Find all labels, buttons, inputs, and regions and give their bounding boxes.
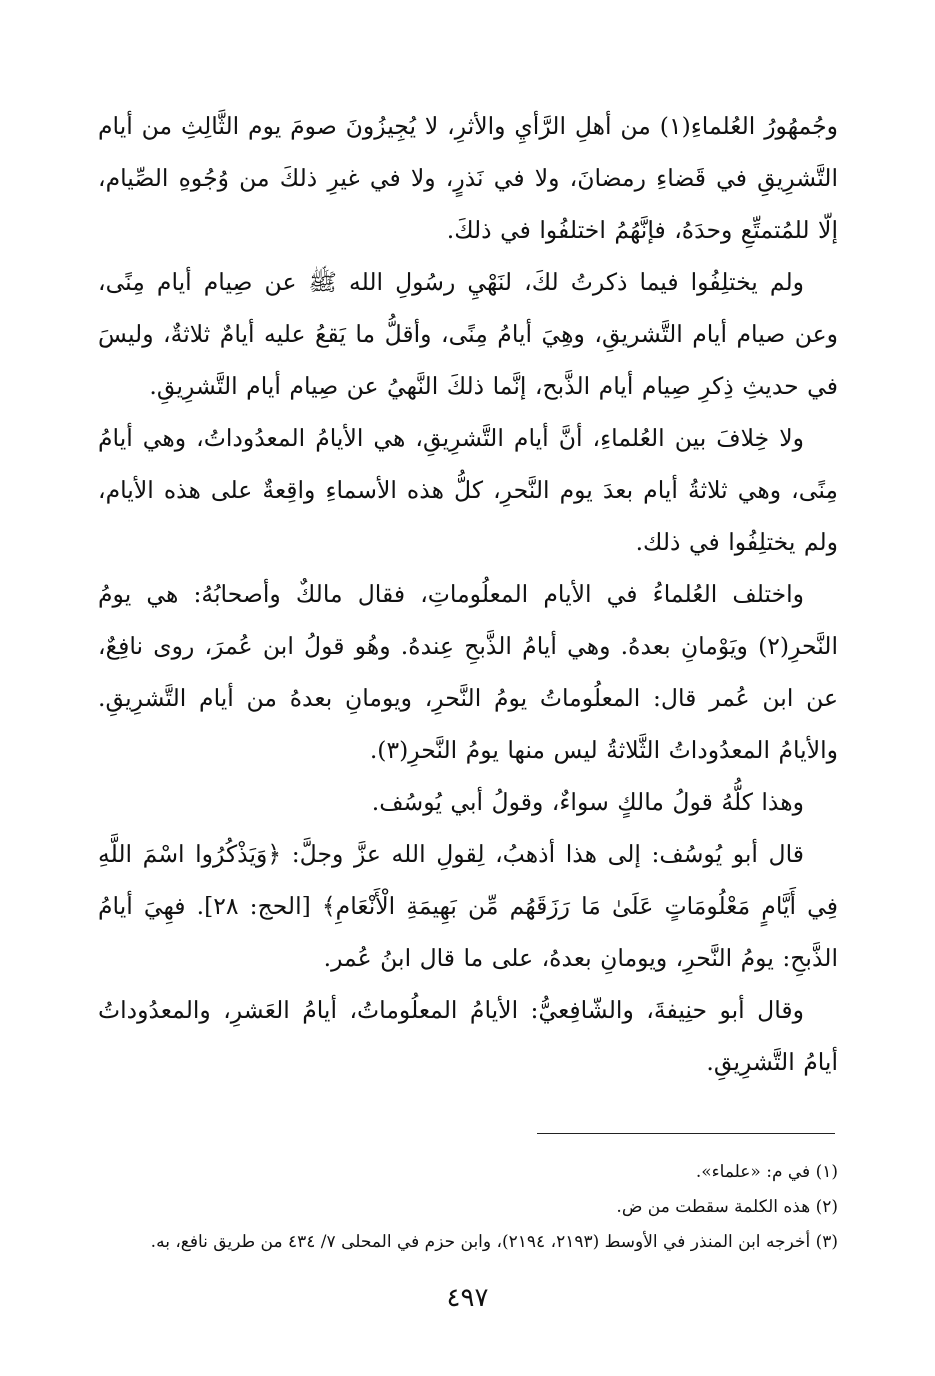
paragraph-2: ولم يختلِفُوا فيما ذكرتُ لكَ، لنَهْيِ رسُولِ الله ﷺ عن صِيام أيام مِنًى، وعن صيام أيام التَّشريقِ، وهِيَ أيامُ مِنًى، وأقلُّ ما يَقعُ عليه أيامٌ ثلاثةٌ، وليسَ في حديثِ ذِكرِ صِيام أيام الذَّبح، إنَّما ذلكَ النَّهيُ عن صِيام أيام التَّشرِيقِ. (98, 268, 838, 400)
footnote-divider (537, 1133, 835, 1134)
footnotes (98, 1155, 838, 1260)
page-number: ٤٩٧ (446, 1283, 489, 1313)
page-content (98, 100, 838, 1088)
body-text (98, 100, 838, 1088)
paragraph-3: ولا خِلافَ بين العُلماءِ، أنَّ أيام التَّشرِيقِ، هي الأيامُ المعدُوداتُ، وهي أيامُ مِنًى، وهي ثلاثةُ أيام بعدَ يوم النَّحرِ، كلُّ هذه الأسماءِ واقِعةٌ على هذه الأيام، ولم يختلِفُوا في ذلك. (98, 424, 838, 556)
paragraph-6: قال أبو يُوسُف: إلى هذا أذهبُ، لِقولِ الله عزَّ وجلَّ: ﴿وَيَذْكُرُوا اسْمَ اللَّهِ فِي أَيَّامٍ مَعْلُومَاتٍ عَلَىٰ مَا رَزَقَهُم مِّن بَهِيمَةِ الْأَنْعَامِ﴾ [الحج: ٢٨]. فهِيَ أيامُ الذَّبحِ: يومُ النَّحرِ، ويومانِ بعدهُ، على ما قال ابنُ عُمر. (98, 840, 838, 972)
paragraph-7: وقال أبو حنِيفةَ، والشّافِعيُّ: الأيامُ المعلُوماتُ، أيامُ العَشرِ، والمعدُوداتُ أيامُ التَّشرِيقِ. (98, 996, 838, 1076)
paragraph-1: وجُمهُورُ العُلماءِ(١) من أهلِ الرَّأيِ والأثرِ، لا يُجِيزُونَ صومَ يوم الثَّالِثِ من أيام التَّشرِيقِ في قَضاءِ رمضانَ، ولا في نَذرٍ، ولا في غيرِ ذلكَ من وُجُوهِ الصِّيام، إلّا للمُتمتِّعِ وحدَهُ، فإنَّهُمُ اختلفُوا في ذلكَ. (98, 112, 838, 244)
paragraph-4: واختلف العُلماءُ في الأيام المعلُوماتِ، فقال مالكٌ وأصحابُهُ: هي يومُ النَّحرِ(٢) ويَوْمانِ بعدهُ. وهي أيامُ الذَّبحِ عِندهُ. وهُو قولُ ابن عُمرَ، روى نافِعٌ، عن ابن عُمر قال: المعلُوماتُ يومُ النَّحرِ، ويومانِ بعدهُ من أيام التَّشرِيقِ. والأيامُ المعدُوداتُ الثَّلاثةُ ليس منها يومُ النَّحرِ(٣). (98, 580, 838, 764)
footnote-2: (٢) هذه الكلمة سقطت من ض. (616, 1197, 838, 1217)
paragraph-5: وهذا كلُّهُ قولُ مالكٍ سواءٌ، وقولُ أبي يُوسُف. (371, 788, 804, 816)
footnote-3: (٣) أخرجه ابن المنذر في الأوسط (٢١٩٣، ٢١٩٤)، وابن حزم في المحلى ٧/ ٤٣٤ من طريق نافع، به. (150, 1232, 838, 1252)
footnote-1: (١) في م: «علماء». (695, 1162, 838, 1182)
